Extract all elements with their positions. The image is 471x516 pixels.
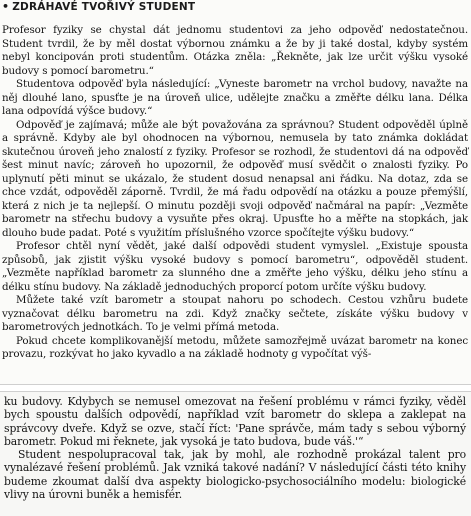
paragraph: Pokud chcete komplikovanější metodu, můžete samozřejmě uvázat barometr na konec provazu, rozkývat ho jako kyvadlo a na základě hodnoty g vypočítat výš-	[2, 334, 468, 360]
bottom-text-block	[4, 395, 466, 501]
paragraph: Profesor chtěl nyní vědět, jaké další odpovědi student vymyslel. „Existuje spousta způsobů, jak zjistit výšku vysoké budovy s pomocí barometru“, odpověděl student. „Vezměte například barometr za slunného dne a změřte jeho výšku, délku jeho stínu a délku stínu budovy. Na základě jednoduchých proporcí potom určíte výšku budovy.	[2, 240, 468, 293]
paragraph: Profesor fyziky se chystal dát jednomu studentovi za jeho odpověď nedostatečnou. Student tvrdil, že by měl dostat výbornou známku a že by ji také dostal, kdyby systém nebyl koncipován proti studentům. Otázka zněla: „Řekněte, jak lze určit výšku vysoké budovy s pomocí barometru.“	[2, 24, 468, 77]
heading-bullet: •	[2, 0, 10, 13]
scan-divider	[0, 384, 471, 392]
paragraph: Můžete také vzít barometr a stoupat nahoru po schodech. Cestou vzhůru budete vyznačovat délku barometru na zdi. Když značky sečtete, získáte výšku budovy v barometrových jednotkách. To je velmi přímá metoda.	[2, 294, 468, 333]
paragraph: ku budovy. Kdybych se nemusel omezovat na řešení problému v rámci fyziky, věděl bych spoustu dalších odpovědí, například vzít barometr do sklepa a zaklepat na správcovy dveře. Když se ozve, stačí říct: 'Pane správče, mám tady s sebou výborný barometr. Pokud mi řeknete, jak vysoká je tato budova, bude váš.'“	[4, 395, 466, 448]
heading-title: ZDRÁHAVÉ TVOŘIVÝ STUDENT	[12, 1, 196, 13]
section-heading	[2, 0, 195, 13]
paragraph: Student nespolupracoval tak, jak by mohl, ale rozhodně prokázal talent pro vynalézavé řešení problémů. Jak vzniká takové nadání? V následující části této knihy budeme zkoumat další dva aspekty biologicko-psychosociálního modelu: biologické vlivy na úrovni buněk a hemisfér.	[4, 448, 466, 502]
paragraph: Studentova odpověď byla následující: „Vyneste barometr na vrchol budovy, navažte na něj dlouhé lano, spusťte je na úroveň ulice, udělejte značku a změřte délku lana. Délka lana odpovídá výšce budovy.“	[2, 78, 468, 117]
paragraph: Odpověď je zajímavá; může ale být považována za správnou? Student odpověděl úplně a správně. Kdyby ale byl ohodnocen na výbornou, nemusela by tato známka dokládat skutečnou úroveň jeho znalostí z fyziky. Profesor se rozhodl, že studentovi dá na odpověď šest minut navíc; zároveň ho upozornil, že odpověď musí svědčit o znalosti fyziky. Po uplynutí pěti minut se ukázalo, že student dosud nenapsal ani řádku. Na dotaz, zda se chce vzdát, odpověděl záporně. Tvrdil, že má řadu odpovědí na otázku a pouze přemýšlí, která z nich je ta nejlepší. O minutu později svoji odpověď načmáral na papír: „Vezměte barometr na střechu budovy a vysuňte přes okraj. Upusťte ho a měřte na stopkách, jak dlouho bude padat. Poté s využitím příslušného vzorce spočítejte výšku budovy.“	[2, 118, 468, 239]
bottom-scan-region	[0, 392, 471, 516]
top-text-block	[2, 24, 468, 362]
